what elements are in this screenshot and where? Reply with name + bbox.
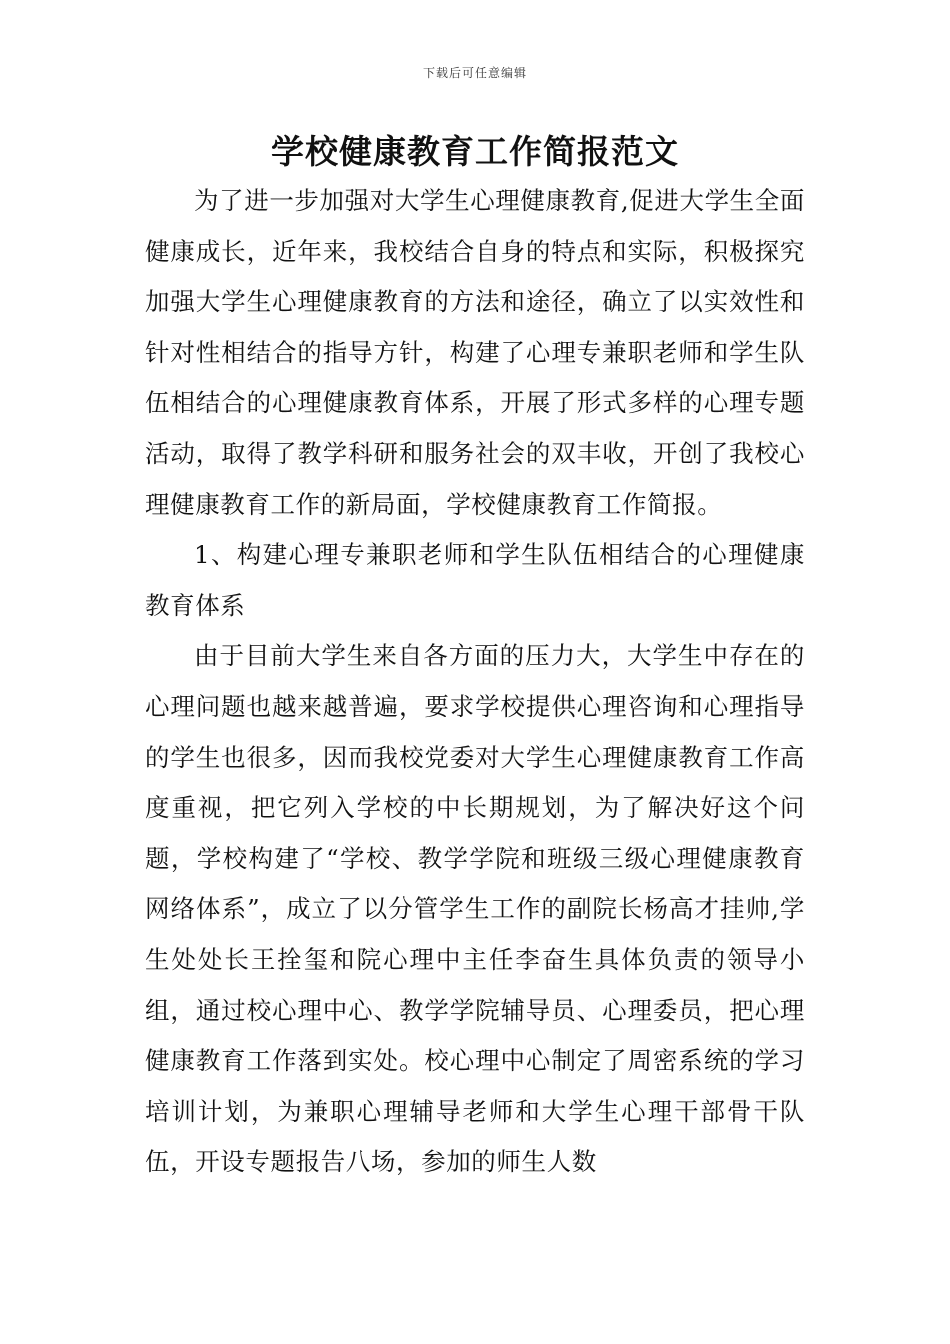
document-body (145, 176, 805, 1188)
paragraph-intro: 为了进一步加强对大学生心理健康教育,促进大学生全面健康成长，近年来，我校结合自身的特点和实际，积极探究加强大学生心理健康教育的方法和途径，确立了以实效性和针对性相结合的指导方针，构建了心理专兼职老师和学生队伍相结合的心理健康教育体系，开展了形式多样的心理专题活动，取得了教学科研和服务社会的双丰收，开创了我校心理健康教育工作的新局面，学校健康教育工作简报。 (145, 186, 805, 519)
paragraph-section-1: 由于目前大学生来自各方面的压力大，大学生中存在的心理问题也越来越普遍，要求学校提供心理咨询和心理指导的学生也很多，因而我校党委对大学生心理健康教育工作高度重视，把它列入学校的中长期规划，为了解决好这个问题，学校构建了“学校、教学学院和班级三级心理健康教育网络体系”，成立了以分管学生工作的副院长杨高才挂帅,学生处处长王拴玺和院心理中主任李奋生具体负责的领导小组，通过校心理中心、教学学院辅导员、心理委员，把心理健康教育工作落到实处。校心理中心制定了周密系统的学习培训计划，为兼职心理辅导老师和大学生心理干部骨干队伍，开设专题报告八场，参加的师生人数 (145, 641, 805, 1177)
header-note: 下载后可任意编辑 (422, 66, 527, 80)
document-title: 学校健康教育工作简报范文 (271, 132, 679, 171)
section-heading-1: 1、构建心理专兼职老师和学生队伍相结合的心理健康教育体系 (145, 540, 805, 620)
